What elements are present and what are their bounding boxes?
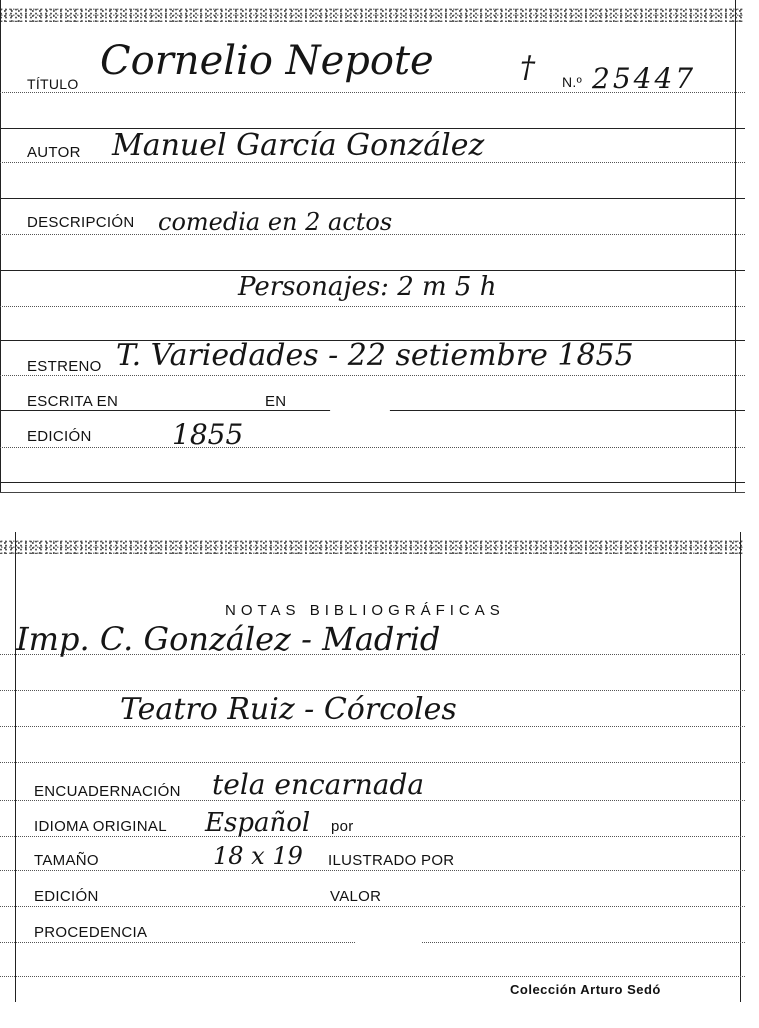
blank-stamp bbox=[330, 388, 390, 436]
collection-footer: Colección Arturo Sedó bbox=[510, 982, 661, 997]
cross-mark: † bbox=[520, 50, 535, 85]
descripcion-label: DESCRIPCIÓN bbox=[27, 214, 135, 231]
por-label: por bbox=[331, 818, 354, 835]
idioma-label: IDIOMA ORIGINAL bbox=[34, 818, 167, 835]
rule-line bbox=[0, 306, 745, 307]
tamano-label: TAMAÑO bbox=[34, 852, 99, 869]
rule-line bbox=[0, 836, 745, 837]
rule-line bbox=[0, 976, 745, 977]
en-label: EN bbox=[265, 393, 287, 410]
titulo-label: TÍTULO bbox=[27, 76, 79, 92]
rule-line bbox=[0, 870, 745, 871]
escrita-en-label: ESCRITA EN bbox=[27, 393, 119, 410]
card-top-edge bbox=[0, 540, 745, 554]
card-left-border bbox=[0, 0, 1, 492]
numero-value: 25447 bbox=[592, 62, 697, 95]
rule-line bbox=[0, 906, 745, 907]
rule-line bbox=[0, 198, 745, 199]
card-right-border bbox=[740, 532, 741, 1002]
idioma-value: Español bbox=[205, 808, 311, 838]
ilustrado-label: ILUSTRADO POR bbox=[328, 852, 455, 869]
encuadernacion-value: tela encarnada bbox=[212, 768, 425, 801]
titulo-value: Cornelio Nepote bbox=[100, 38, 434, 84]
valor-label: VALOR bbox=[330, 888, 382, 905]
encuadernacion-label: ENCUADERNACIÓN bbox=[34, 783, 181, 800]
rule-line bbox=[0, 447, 745, 448]
edicion-value: 1855 bbox=[172, 418, 244, 451]
notas-heading: NOTAS BIBLIOGRÁFICAS bbox=[225, 602, 505, 619]
edicion-label: EDICIÓN bbox=[27, 428, 92, 445]
rule-line bbox=[0, 375, 745, 376]
rule-line bbox=[0, 482, 745, 483]
rule-line bbox=[0, 762, 745, 763]
nota-imprenta: Imp. C. González - Madrid bbox=[16, 620, 441, 658]
card-left-border bbox=[15, 532, 16, 1002]
procedencia-label: PROCEDENCIA bbox=[34, 924, 148, 941]
tamano-value: 18 x 19 bbox=[213, 842, 303, 870]
autor-value: Manuel García González bbox=[112, 128, 485, 163]
edicion-back-label: EDICIÓN bbox=[34, 888, 99, 905]
autor-label: AUTOR bbox=[27, 144, 81, 161]
rule-line bbox=[0, 690, 745, 691]
nota-teatro: Teatro Ruiz - Córcoles bbox=[120, 692, 457, 727]
card-separator bbox=[0, 492, 745, 493]
personajes-value: Personajes: 2 m 5 h bbox=[238, 272, 497, 302]
numero-label: N.º bbox=[562, 74, 583, 90]
descripcion-value: comedia en 2 actos bbox=[158, 208, 393, 236]
estreno-value: T. Variedades - 22 setiembre 1855 bbox=[116, 338, 634, 373]
card-right-border bbox=[735, 0, 736, 492]
card-top-edge bbox=[0, 8, 745, 22]
estreno-label: ESTRENO bbox=[27, 358, 102, 375]
rule-line bbox=[0, 270, 745, 271]
blank-stamp bbox=[356, 914, 422, 970]
catalog-card-front bbox=[0, 0, 745, 492]
